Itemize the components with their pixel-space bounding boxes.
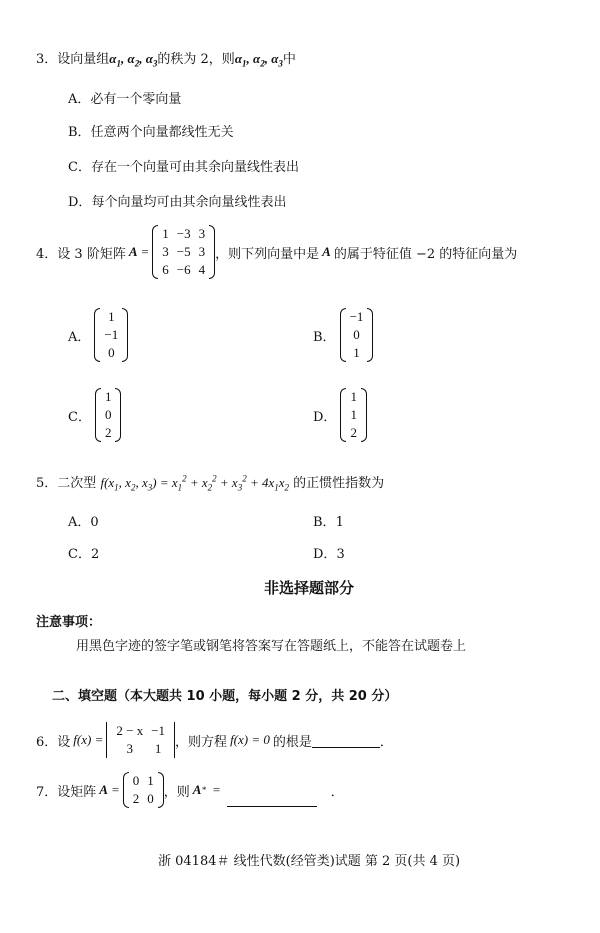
q7-matrix — [123, 772, 164, 808]
matrix-cell: 0 — [104, 407, 112, 422]
q3-stem-a: 设向量组 — [57, 52, 110, 67]
matrix-cell: 0 — [147, 791, 154, 806]
q5-stem-b: 的正惯性指数为 — [293, 476, 385, 491]
q3-vectors: $\alpha_1$, $\alpha_2$, $\alpha_3$ — [109, 51, 158, 69]
q4-option-c: C． 1 0 2 — [68, 388, 121, 442]
q7-stem-b: ，则 — [163, 784, 190, 800]
q5-stem: 5．二次型 $f(x_1$, $x_2$, $x_3) = x_1^2 + x_2^2 + x_3^2 + 4x_1x_2$ 的正惯性指数为 — [36, 473, 385, 493]
q4-option-d-vector — [340, 388, 367, 442]
q6-stem-a: 设 — [57, 734, 71, 750]
q4-stem: 4． 设 3 阶矩阵 A = 1 −3 3 3 −5 3 6 −6 4 ，则下列向量中是 A 的属于特征值 −2 的特征向量为 — [36, 226, 518, 277]
q3-vectors-2: $\alpha_1$, $\alpha_2$, $\alpha_3$ — [234, 51, 283, 69]
q7-end: ． — [330, 784, 344, 800]
q4-option-d: D． 1 1 2 — [313, 388, 367, 442]
q7-stem-a: 设矩阵 — [57, 784, 97, 800]
matrix-cell: 0 — [108, 345, 115, 360]
matrix-cell: 3 — [126, 741, 134, 756]
q4-matrix-name-ref: A — [322, 244, 331, 259]
q6-end: ． — [379, 734, 393, 750]
q5-option-a: A．0 — [68, 515, 99, 530]
matrix-cell: 1 — [162, 226, 169, 241]
q5-number: 5． — [36, 476, 58, 491]
q3-stem-b: 的秩为 2，则 — [157, 52, 235, 67]
matrix-cell: 6 — [162, 262, 169, 277]
matrix-cell: 1 — [353, 345, 360, 360]
notice-body: 用黑色字迹的签字笔或钢笔将答案写在答题纸上，不能答在试题卷上 — [76, 639, 467, 654]
matrix-cell: 1 — [350, 407, 357, 422]
q4-stem-a: 设 3 阶矩阵 — [57, 246, 126, 262]
matrix-cell: −3 — [176, 226, 191, 241]
q5-formula: f — [100, 475, 105, 490]
matrix-cell: −1 — [151, 723, 166, 738]
matrix-cell: 2 − x — [116, 723, 144, 738]
q4-stem-b: ，则下列向量中是 — [215, 246, 320, 262]
part2-title: 二、填空题（本大题共 10 小题，每小题 2 分，共 20 分） — [52, 689, 398, 704]
q4-option-b-vector — [340, 308, 374, 362]
matrix-cell: 1 — [154, 741, 162, 756]
q5-option-b: B．1 — [313, 515, 344, 530]
q6-stem-b: ，则方程 — [175, 734, 228, 750]
matrix-cell: 1 — [147, 773, 154, 788]
q4-matrix-name: A — [128, 244, 138, 259]
q7-stem: 7． 设矩阵 A = 0 1 2 0 ，则 A * = ． — [36, 773, 344, 806]
matrix-cell: 3 — [198, 226, 206, 241]
matrix-cell: 0 — [132, 773, 140, 788]
q3-option-c: C．存在一个向量可由其余向量线性表出 — [68, 160, 299, 175]
matrix-cell: −1 — [349, 309, 364, 324]
q7-answer-blank[interactable] — [227, 788, 317, 807]
notice-title: 注意事项： — [36, 615, 102, 630]
matrix-cell: −5 — [176, 244, 191, 259]
q4-option-b: B． −1 0 1 — [313, 308, 373, 362]
matrix-cell: −1 — [104, 327, 119, 342]
q3-option-d: D．每个向量均可由其余向量线性表出 — [68, 195, 287, 210]
matrix-cell: 4 — [198, 262, 206, 277]
q4-stem-c: 的属于特征值 −2 的特征向量为 — [333, 246, 518, 262]
q6-determinant — [106, 722, 175, 758]
q7-number: 7． — [36, 784, 58, 800]
q4-option-a-vector — [94, 308, 128, 362]
matrix-cell: −6 — [176, 262, 191, 277]
q6-stem-c: 的根是 — [272, 734, 312, 750]
matrix-cell: 3 — [162, 244, 169, 259]
q3-number: 3． — [36, 52, 58, 67]
q3-stem — [36, 48, 296, 69]
q4-number: 4． — [36, 246, 58, 262]
matrix-cell: 2 — [104, 425, 112, 440]
matrix-cell: 2 — [350, 425, 357, 440]
q4-matrix — [152, 225, 215, 279]
q5-option-c: C．2 — [68, 547, 100, 562]
matrix-cell: 1 — [104, 389, 112, 404]
q3-option-a: A．必有一个零向量 — [68, 92, 182, 107]
section-title-nonchoice: 非选择题部分 — [264, 579, 355, 597]
q4-option-c-vector — [95, 388, 122, 442]
q5-option-d: D．3 — [313, 547, 345, 562]
matrix-cell: 0 — [353, 327, 360, 342]
matrix-cell: 1 — [350, 389, 357, 404]
q3-option-b: B．任意两个向量都线性无关 — [68, 125, 234, 140]
q3-stem-c: 中 — [282, 52, 296, 67]
matrix-cell: 3 — [198, 244, 206, 259]
matrix-cell: 1 — [108, 309, 115, 324]
q6-answer-blank[interactable] — [312, 733, 380, 748]
q6-stem: 6． 设 f(x) = 2 − x −1 3 1 ，则方程 f(x) = 0 的根是 ． — [36, 723, 393, 756]
q5-stem-a: 二次型 — [57, 476, 97, 491]
matrix-cell: 2 — [132, 791, 140, 806]
page-footer: 浙 04184＃ 线性代数(经管类)试题 第 2 页(共 4 页) — [158, 854, 461, 869]
q6-number: 6． — [36, 734, 58, 750]
q4-option-a: A． 1 −1 0 — [68, 308, 128, 362]
